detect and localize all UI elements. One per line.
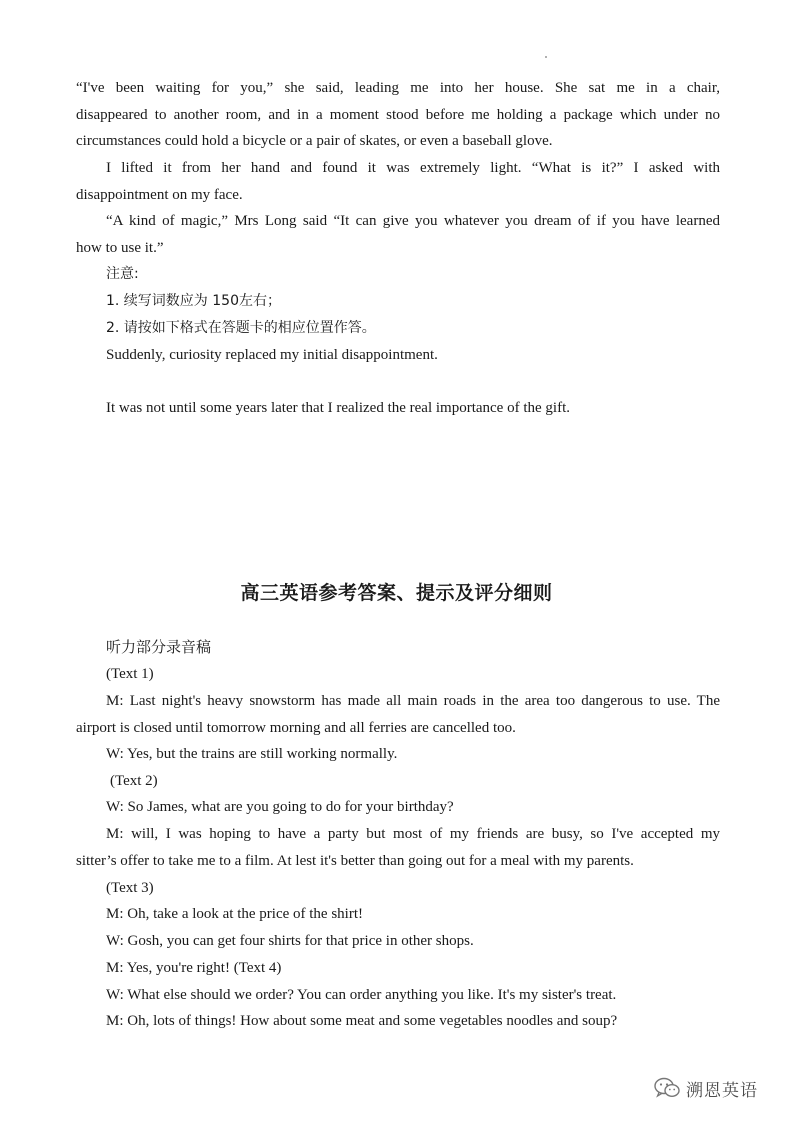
paragraph-opening-1: Suddenly, curiosity replaced my initial disappointment. [106, 347, 438, 363]
story-paragraph-1-line-1: “I've been waiting for you,” she said, leading me into her house. She sat me in a chair, [76, 80, 720, 96]
story-paragraph-2-line-1: I lifted it from her hand and found it was extremely light. “What is it?” I asked with [106, 160, 720, 176]
story-paragraph-1-line-2: disappeared to another room, and in a moment stood before me holding a package which under no [76, 107, 720, 123]
answer-section-title: 高三英语参考答案、提示及评分细则 [240, 582, 553, 604]
notes-item-1: 1. 续写词数应为 150左右； [106, 293, 281, 309]
notes-label: 注意: [106, 266, 139, 282]
story-paragraph-2-line-2: disappointment on my face. [76, 187, 243, 203]
watermark [654, 1075, 758, 1101]
text-2-label: (Text 2) [110, 773, 158, 789]
story-paragraph-1-line-3: circumstances could hold a bicycle or a pair of skates, or even a baseball glove. [76, 133, 553, 149]
text-2-woman: W: So James, what are you going to do for your birthday? [106, 799, 454, 815]
text-2-man-line-1: M: will, I was hoping to have a party but most of my friends are busy, so I've accepted my [106, 826, 720, 842]
story-paragraph-3-line-2: how to use it.” [76, 240, 164, 256]
text-1-man-line-2: airport is closed until tomorrow morning and all ferries are cancelled too. [76, 720, 516, 736]
paragraph-opening-2: It was not until some years later that I realized the real importance of the gift. [106, 400, 570, 416]
transcript-title: 听力部分录音稿 [106, 638, 212, 656]
text-4-woman: W: What else should we order? You can order anything you like. It's my sister's treat. [106, 987, 617, 1003]
notes-item-2: 2. 请按如下格式在答题卡的相应位置作答。 [106, 320, 376, 336]
text-1-label: (Text 1) [106, 666, 154, 682]
text-3-label: (Text 3) [106, 880, 154, 896]
text-3-man-2: M: Yes, you're right! (Text 4) [106, 960, 282, 976]
text-2-man-line-2: sitter’s offer to take me to a film. At lest it's better than going out for a meal with my parents. [76, 853, 634, 869]
text-1-man-line-1: M: Last night's heavy snowstorm has made all main roads in the area too dangerous to use. The [106, 693, 720, 709]
text-3-man-1: M: Oh, take a look at the price of the shirt! [106, 906, 364, 922]
text-4-man: M: Oh, lots of things! How about some meat and some vegetables noodles and soup? [106, 1013, 618, 1029]
text-1-woman: W: Yes, but the trains are still working normally. [106, 746, 398, 762]
story-paragraph-3-line-1: “A kind of magic,” Mrs Long said “It can give you whatever you dream of if you have learned [106, 213, 720, 229]
text-3-woman: W: Gosh, you can get four shirts for that price in other shops. [106, 933, 474, 949]
scan-speck [545, 56, 547, 58]
watermark-text: 溯恩英语 [686, 1080, 758, 1101]
wechat-icon [654, 1077, 680, 1099]
